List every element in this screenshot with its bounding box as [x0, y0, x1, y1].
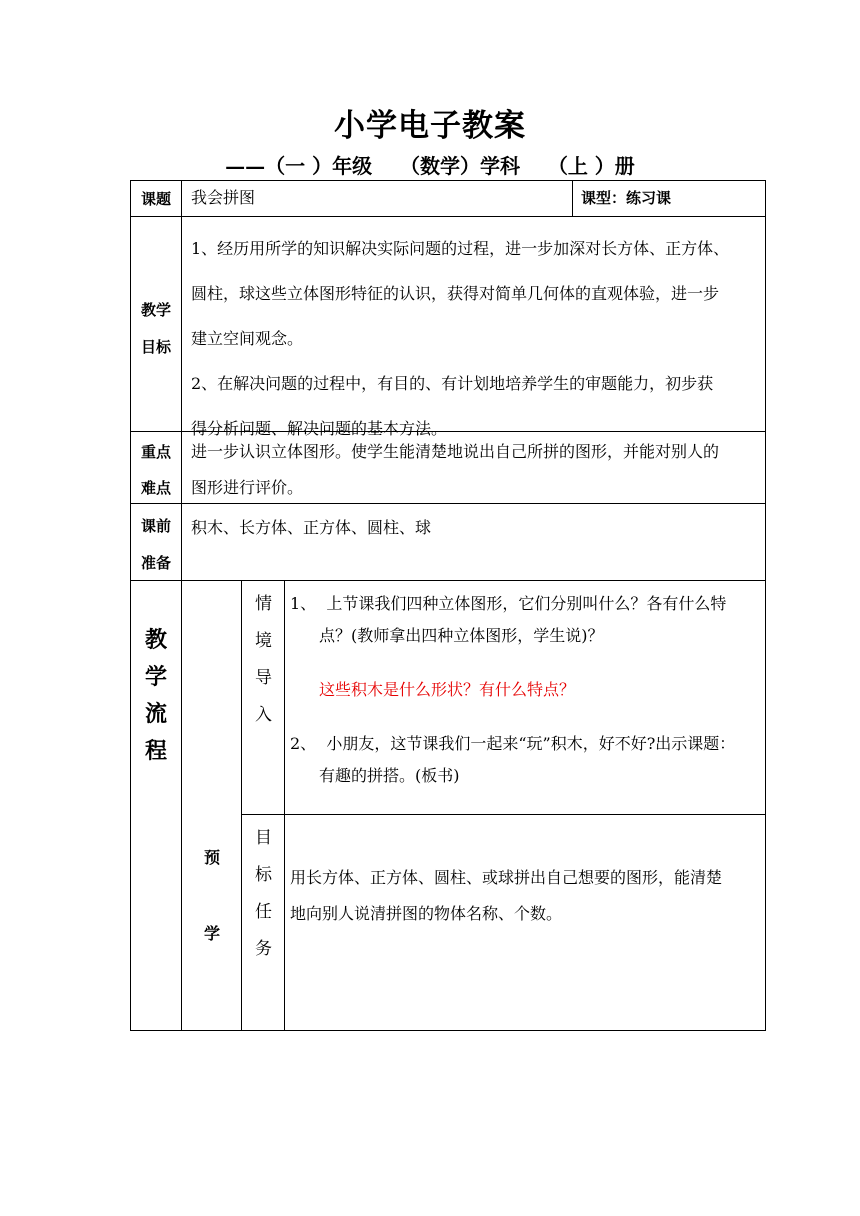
intro-label-char: 境	[255, 631, 272, 651]
column-divider	[572, 180, 573, 217]
goals-label-line: 教学	[140, 301, 171, 319]
lesson-type: 课型：练习课	[581, 189, 672, 207]
prep-label-line: 准备	[140, 554, 171, 572]
flow-label-char: 程	[144, 738, 167, 764]
intro-label	[242, 586, 285, 734]
intro-item-number: 2、	[290, 734, 317, 753]
goals-line: 1、经历用所学的知识解决实际问题的过程，进一步加深对长方体、正方体、	[191, 239, 730, 258]
table-border-bottom	[130, 1030, 766, 1031]
table-border-top	[130, 180, 766, 181]
topic-value: 我会拼图	[191, 188, 256, 207]
intro-item-number: 1、	[290, 594, 317, 613]
intro-item-text: 点？(教师拿出四种立体图形，学生说)？	[319, 626, 604, 645]
goal-task-label-char: 务	[255, 939, 272, 959]
prep-value: 积木、长方体、正方体、圆柱、球	[191, 518, 432, 537]
goals-text	[191, 226, 761, 451]
goal-task-label-char: 标	[255, 865, 272, 885]
flow-label-char: 学	[144, 664, 167, 690]
intro-item-1	[290, 588, 762, 620]
prep-label-line: 课前	[140, 517, 171, 535]
key-label-line: 难点	[140, 479, 171, 497]
flow-label-char: 教	[144, 627, 167, 653]
goal-task-label-char: 任	[255, 902, 272, 922]
table-border-right	[765, 180, 766, 1031]
goals-label	[130, 292, 182, 366]
intro-label-char: 入	[255, 705, 272, 725]
intro-label-char: 导	[255, 668, 272, 688]
stage-label	[182, 820, 242, 972]
goals-label-line: 目标	[140, 338, 171, 356]
key-points-text	[191, 434, 761, 506]
row-divider	[130, 216, 766, 217]
prep-label	[130, 508, 182, 582]
flow-label	[130, 622, 182, 770]
goal-task-line: 地向别人说清拼图的物体名称、个数。	[290, 904, 563, 923]
topic-label: 课题	[140, 190, 171, 208]
page-subtitle: ——（一 ）年级 （数学）学科 （上 ）册	[225, 154, 635, 178]
intro-item-text: 上节课我们四种立体图形，它们分别叫什么？各有什么特	[326, 594, 727, 613]
goals-line: 2、在解决问题的过程中，有目的、有计划地培养学生的审题能力，初步获	[191, 374, 714, 393]
key-line: 图形进行评价。	[191, 478, 304, 497]
intro-item-text: 有趣的拼搭。(板书)	[319, 766, 460, 785]
key-label-line: 重点	[140, 443, 171, 461]
stage-label-char: 学	[203, 924, 220, 943]
intro-item-2	[290, 728, 762, 760]
page-title: 小学电子教案	[334, 108, 526, 144]
intro-label-char: 情	[255, 594, 272, 614]
goal-task-content	[290, 860, 762, 932]
intro-content	[290, 588, 762, 792]
key-line: 进一步认识立体图形。使学生能清楚地说出自己所拼的图形，并能对别人的	[191, 442, 720, 461]
row-divider	[241, 814, 766, 815]
goal-task-line: 用长方体、正方体、圆柱、或球拼出自己想要的图形，能清楚	[290, 868, 723, 887]
goals-line: 建立空间观念。	[191, 329, 304, 348]
row-divider	[130, 580, 766, 581]
intro-highlight-question: 这些积木是什么形状？有什么特点？	[319, 680, 576, 699]
goal-task-label	[242, 820, 285, 968]
goals-line: 得分析问题、解决问题的基本方法。	[191, 419, 448, 438]
intro-item-text: 小朋友，这节课我们一起来“玩”积木，好不好?出示课题：	[326, 734, 736, 753]
stage-label-char: 预	[203, 848, 220, 867]
key-points-label	[130, 434, 182, 506]
goals-line: 圆柱，球这些立体图形特征的认识，获得对简单几何体的直观体验，进一步	[191, 284, 720, 303]
goal-task-label-char: 目	[255, 828, 272, 848]
flow-label-char: 流	[144, 701, 167, 727]
lesson-plan-table	[130, 180, 765, 1030]
